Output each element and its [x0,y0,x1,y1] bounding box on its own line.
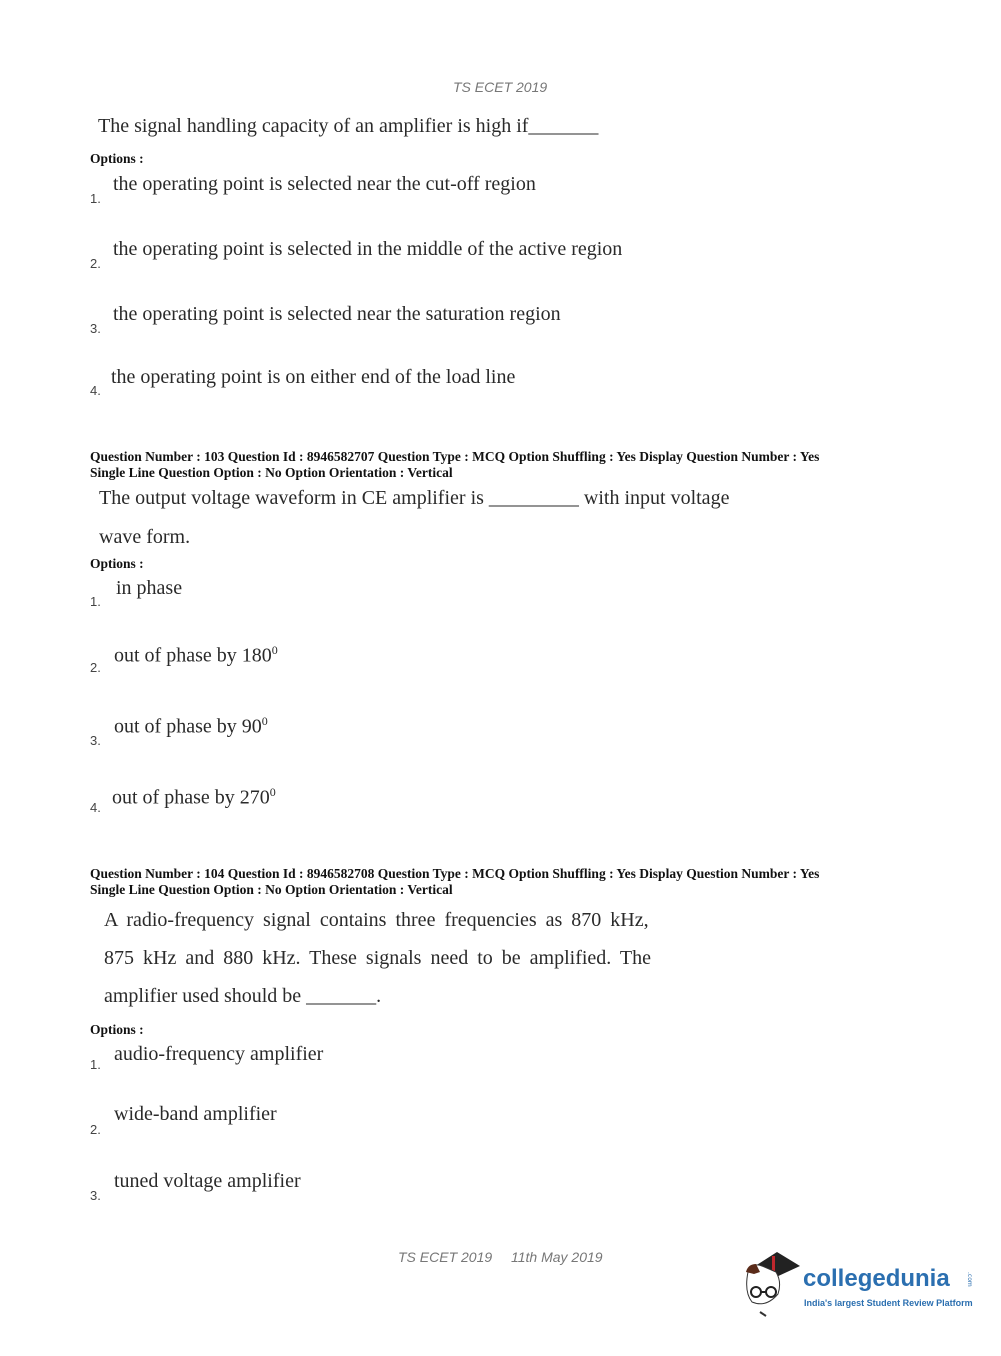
question-104-text: 875 kHz and 880 kHz. These signals need to be amplified. The [104,947,652,969]
question-103-meta [90,449,819,481]
option-number: 4. [90,383,101,398]
option-number: 2. [90,660,101,675]
option-number: 3. [90,1188,101,1203]
meta-line: Question Number : 103 Question Id : 8946582707 Question Type : MCQ Option Shuffling : Yes Display Question Number : Yes [90,449,820,464]
option-text-main: out of phase by 180 [114,644,272,667]
option-number: 3. [90,321,101,336]
option-number: 3. [90,733,101,748]
superscript: 0 [271,643,278,657]
page-header: TS ECET 2019 [453,79,548,95]
option-number: 2. [90,1122,101,1137]
option-number: 1. [90,191,101,206]
logo-name: collegedunia [803,1265,950,1292]
question-102-text: The signal handling capacity of an amplifier is high if_______ [98,115,599,137]
option-text: the operating point is selected near the saturation region [113,303,561,325]
option-text: audio-frequency amplifier [114,1043,324,1065]
question-103-text: wave form. [99,526,191,548]
option-number: 4. [90,800,101,815]
options-label: Options : [90,556,144,571]
options-label: Options : [90,151,144,166]
question-104-text: amplifier used should be _______. [104,985,382,1007]
option-text [114,714,268,739]
option-text [112,785,276,810]
superscript: 0 [261,714,268,728]
question-104-text: A radio-frequency signal contains three frequencies as 870 kHz, [104,909,649,931]
option-text: the operating point is selected near the cut-off region [113,173,536,195]
option-text [114,643,278,668]
option-text-main: out of phase by 90 [114,715,262,738]
option-text: the operating point is selected in the middle of the active region [113,238,623,260]
superscript: 0 [269,785,276,799]
question-104-meta [90,866,819,898]
option-text-main: out of phase by 270 [112,786,270,809]
logo-suffix: .com [966,1272,973,1287]
mascot-icon [742,1250,802,1320]
meta-line: Single Line Question Option : No Option Orientation : Vertical [90,882,453,897]
option-text: the operating point is on either end of the load line [111,366,516,388]
option-number: 1. [90,1057,101,1072]
meta-line: Question Number : 104 Question Id : 8946582708 Question Type : MCQ Option Shuffling : Yes Display Question Number : Yes [90,866,820,881]
options-label: Options : [90,1022,144,1037]
option-number: 1. [90,594,101,609]
footer-exam: TS ECET 2019 [398,1249,493,1265]
question-103-text: The output voltage waveform in CE amplifier is _________ with input voltage [99,487,730,509]
meta-line: Single Line Question Option : No Option Orientation : Vertical [90,465,453,480]
option-number: 2. [90,256,101,271]
option-text: in phase [116,577,183,599]
option-text: wide-band amplifier [114,1103,277,1125]
logo-tagline: India's largest Student Review Platform [804,1298,973,1308]
option-text: tuned voltage amplifier [114,1170,301,1192]
footer-date: 11th May 2019 [511,1249,603,1265]
